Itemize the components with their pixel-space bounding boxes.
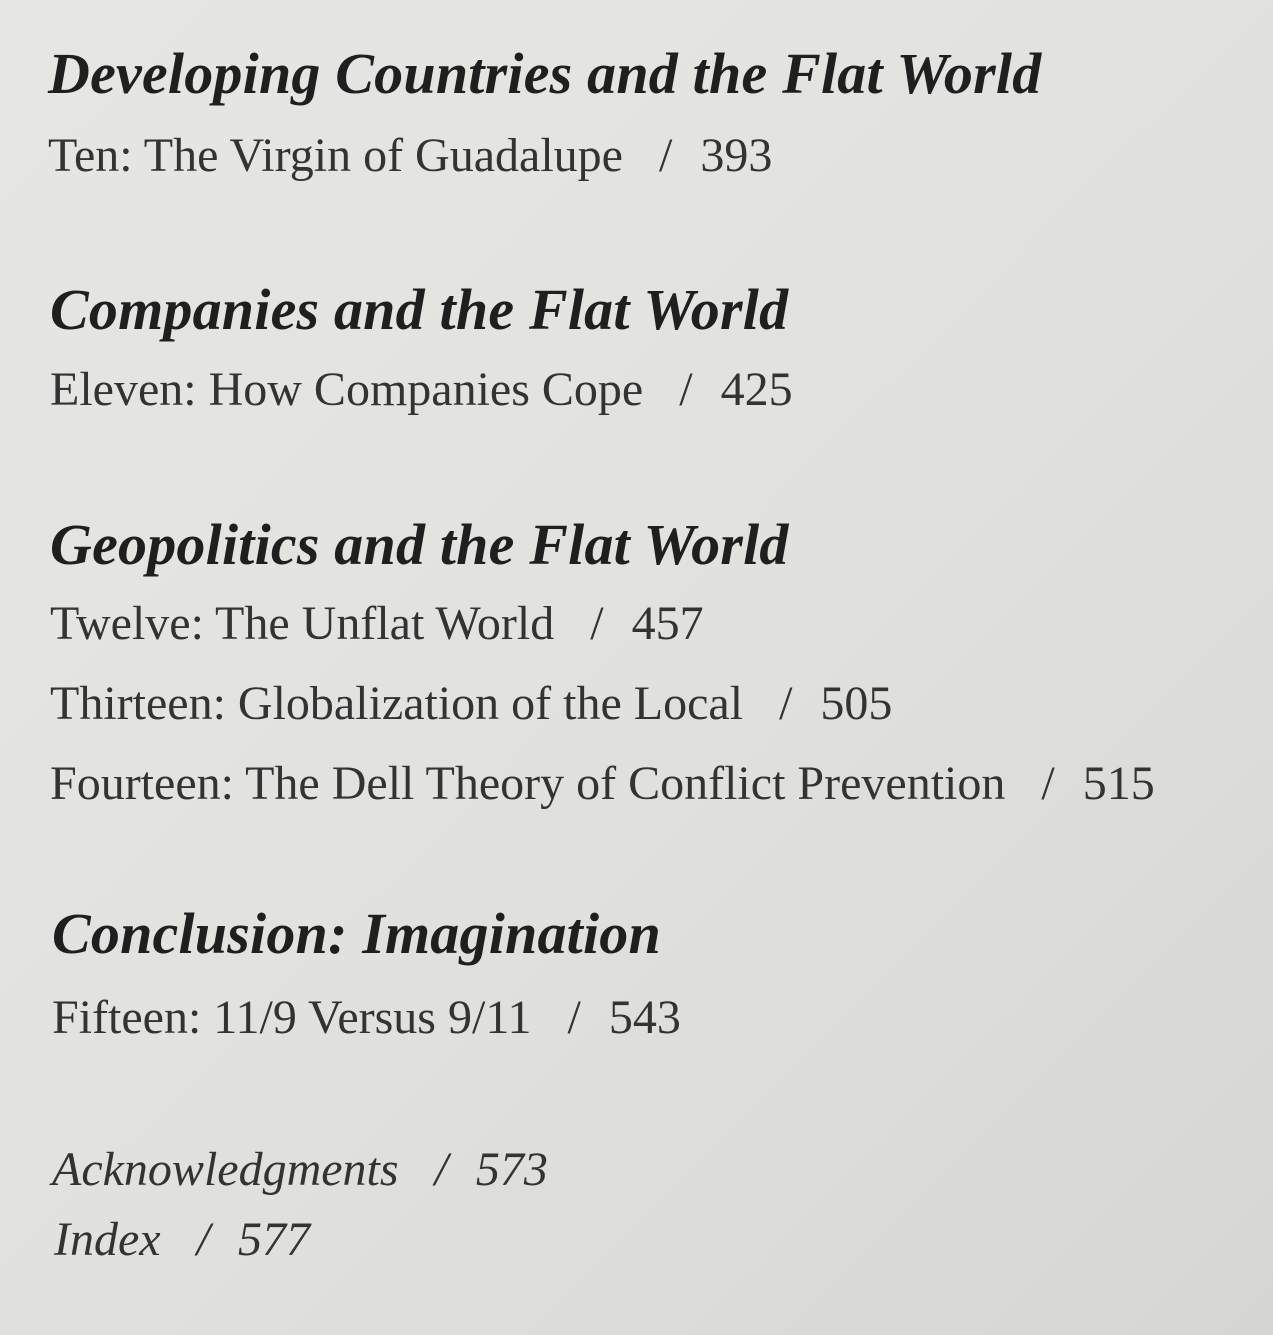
toc-entry xyxy=(50,756,1155,811)
chapter-title: Ten: The Virgin of Guadalupe xyxy=(48,129,623,182)
toc-entry-acknowledgments xyxy=(52,1142,548,1197)
chapter-title: Fifteen: 11/9 Versus 9/11 xyxy=(52,991,532,1044)
toc-entry xyxy=(50,676,892,731)
back-matter-title: Acknowledgments xyxy=(52,1143,399,1196)
page-number: 577 xyxy=(237,1213,310,1266)
section-heading: Geopolitics and the Flat World xyxy=(50,512,789,577)
separator: / xyxy=(434,1143,448,1196)
page-number: 505 xyxy=(820,677,893,730)
toc-entry-index xyxy=(54,1212,310,1267)
page-number: 543 xyxy=(608,991,681,1044)
section-heading: Companies and the Flat World xyxy=(50,277,789,342)
separator: / xyxy=(779,677,793,730)
page-number: 457 xyxy=(631,597,704,650)
toc-entry xyxy=(48,128,772,183)
separator: / xyxy=(567,991,581,1044)
separator: / xyxy=(658,129,673,182)
toc-entry xyxy=(50,596,704,651)
separator: / xyxy=(590,597,604,650)
chapter-title: Fourteen: The Dell Theory of Conflict Prevention xyxy=(50,757,1006,810)
separator: / xyxy=(1041,757,1055,810)
toc-entry xyxy=(50,362,793,417)
page-number: 573 xyxy=(475,1143,548,1196)
toc-entry xyxy=(52,990,681,1045)
chapter-title: Thirteen: Globalization of the Local xyxy=(50,677,744,730)
page-number: 425 xyxy=(720,363,793,416)
section-heading: Conclusion: Imagination xyxy=(52,901,661,966)
separator: / xyxy=(196,1213,210,1266)
page-number: 393 xyxy=(700,129,773,182)
separator: / xyxy=(679,363,693,416)
page-number: 515 xyxy=(1082,757,1155,810)
chapter-title: Eleven: How Companies Cope xyxy=(50,363,644,416)
chapter-title: Twelve: The Unflat World xyxy=(50,597,555,650)
section-heading: Developing Countries and the Flat World xyxy=(48,41,1042,106)
back-matter-title: Index xyxy=(54,1213,161,1266)
